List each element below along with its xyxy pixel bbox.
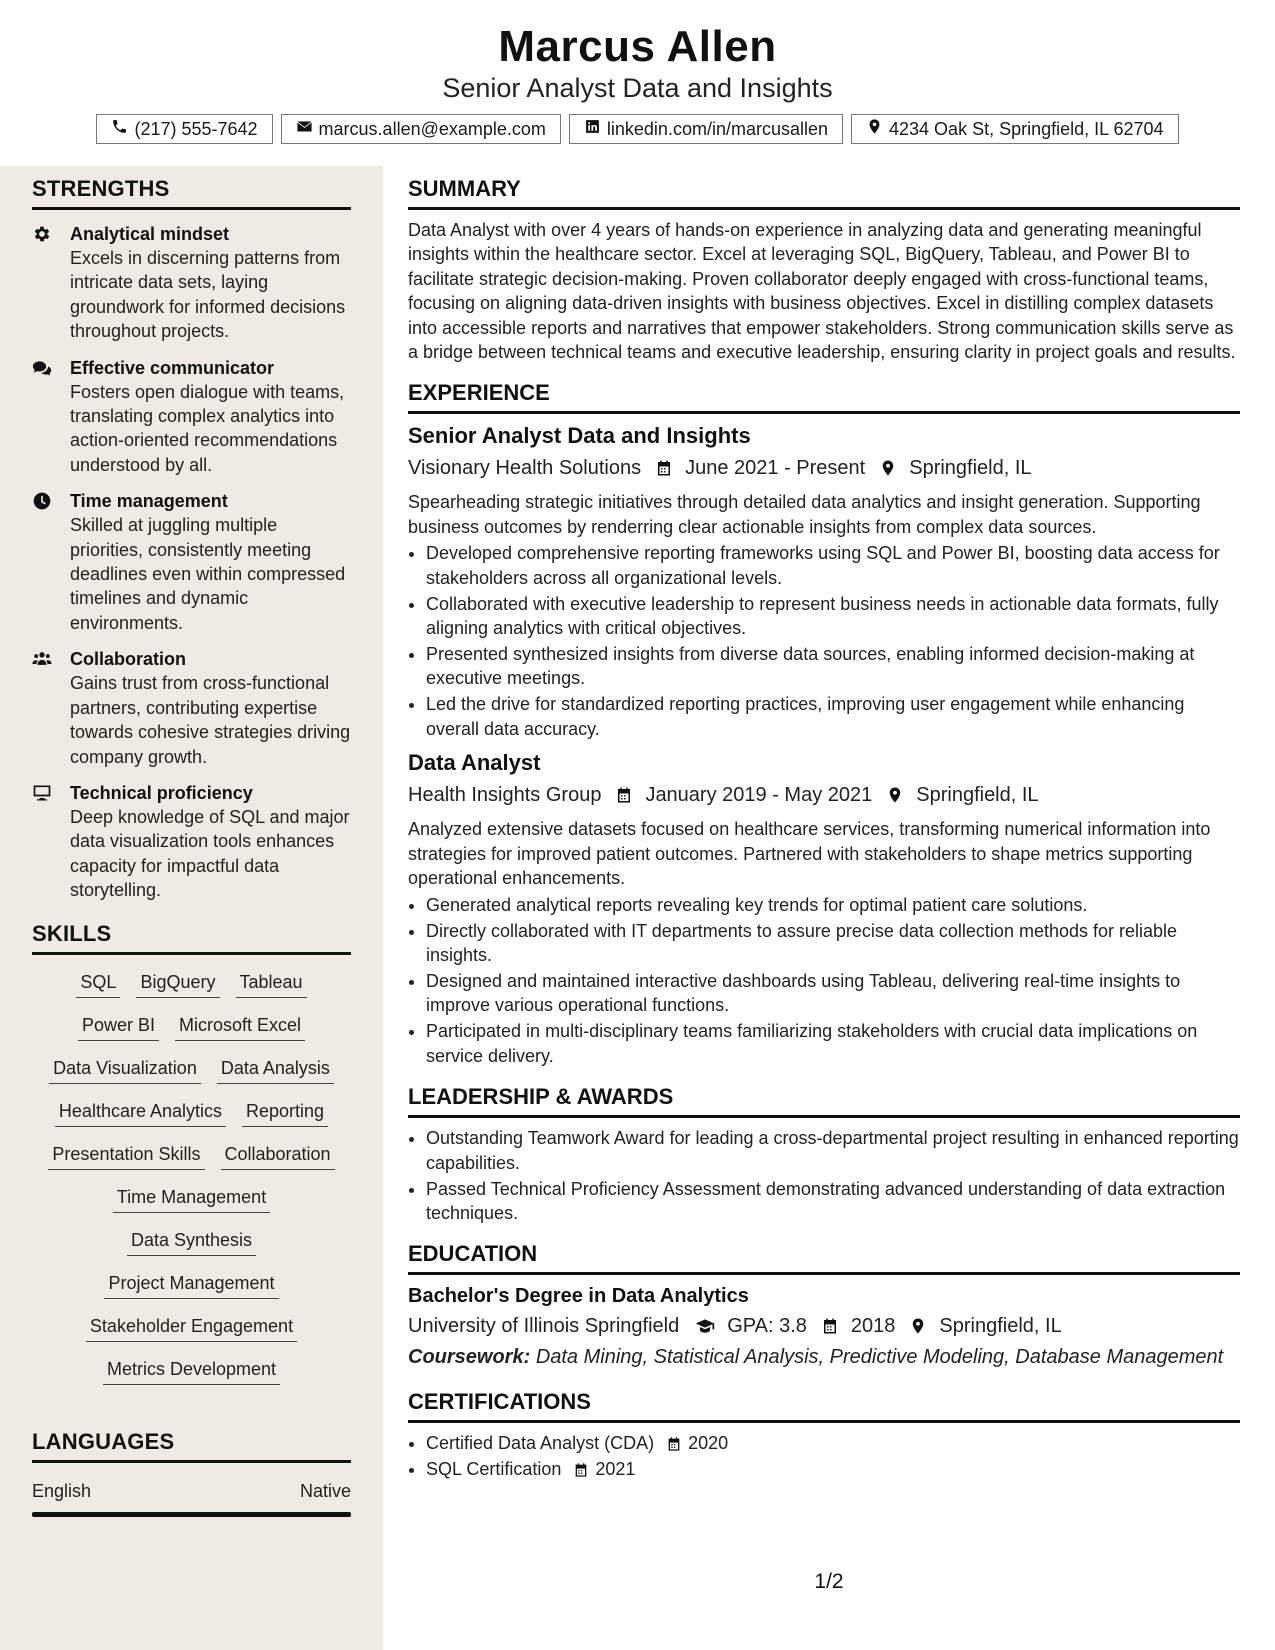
job-meta	[408, 781, 1240, 809]
strength-name: Effective communicator	[70, 357, 275, 378]
gear-icon	[32, 224, 54, 244]
school-location: Springfield, IL	[939, 1315, 1062, 1338]
experience-heading: EXPERIENCE	[408, 380, 1240, 414]
list-item: • Outstanding Teamwork Award for leading a cross-departmental project resulting in enhanced reporting capabilities.	[426, 1126, 1240, 1175]
list-item: • Presented synthesized insights from diverse data sources, enabling informed decision-making at executive meetings.	[426, 642, 1240, 691]
clock-icon	[32, 491, 54, 511]
strength-name: Technical proficiency	[70, 782, 253, 803]
gpa: GPA: 3.8	[727, 1315, 807, 1338]
leadership-heading: LEADERSHIP & AWARDS	[408, 1084, 1240, 1118]
skills-list	[32, 969, 351, 1385]
location-pin-icon	[909, 1316, 929, 1336]
linkedin-icon	[584, 118, 601, 140]
degree-title: Bachelor's Degree in Data Analytics	[408, 1285, 749, 1308]
coursework	[408, 1346, 1240, 1369]
cert-name: • SQL Certification	[426, 1459, 562, 1480]
strength-name: Analytical mindset	[70, 224, 230, 244]
page-number: 1/2	[814, 1570, 844, 1593]
skill-tag: Time Management	[113, 1184, 270, 1213]
cert-year: 2020	[688, 1433, 729, 1454]
calendar-icon	[655, 458, 675, 478]
language-name: English	[32, 1480, 92, 1501]
education-meta	[408, 1312, 1240, 1340]
list-item: • Passed Technical Proficiency Assessment demonstrating advanced understanding of data extraction techniques.	[426, 1177, 1240, 1226]
skill-tag: Stakeholder Engagement	[86, 1313, 297, 1342]
skill-tag: Microsoft Excel	[175, 1012, 305, 1041]
address-text: 4234 Oak St, Springfield, IL 62704	[889, 118, 1164, 139]
skill-tag: SQL	[76, 969, 120, 998]
list-item: • Directly collaborated with IT departments to assure precise data collection methods for reliable insights.	[426, 919, 1240, 968]
strength-desc: Gains trust from cross-functional partners, contributing expertise towards cohesive strategies driving company growth.	[70, 673, 351, 767]
skill-tag: Power BI	[78, 1012, 159, 1041]
strength-item	[32, 222, 351, 344]
phone-icon	[111, 118, 128, 140]
list-item: • Developed comprehensive reporting frameworks using SQL and Power BI, boosting data access for stakeholders across all organizational levels.	[426, 541, 1240, 590]
strength-name: Collaboration	[70, 649, 186, 670]
skills-heading: SKILLS	[32, 921, 351, 955]
envelope-icon	[296, 118, 313, 140]
skill-tag: Data Visualization	[49, 1055, 201, 1084]
job-summary: Spearheading strategic initiatives through detailed data analytics and insight generation. Supporting business outcomes by renderring clear actionable insights from complex data sources.	[408, 492, 1201, 537]
cert-name: • Certified Data Analyst (CDA)	[426, 1433, 655, 1454]
contact-linkedin[interactable]	[569, 114, 843, 144]
contact-row	[0, 114, 1275, 144]
job-dates: January 2019 - May 2021	[645, 784, 873, 807]
calendar-icon	[615, 785, 635, 805]
job-dates: June 2021 - Present	[685, 457, 866, 480]
strength-desc: Fosters open dialogue with teams, translating complex analytics into action-oriented recommendations understood by all.	[70, 381, 345, 475]
skill-tag: Tableau	[236, 969, 307, 998]
location-pin-icon	[879, 458, 899, 478]
company-name: Visionary Health Solutions	[408, 457, 642, 480]
linkedin-text: linkedin.com/in/marcusallen	[606, 118, 829, 139]
strength-item	[32, 356, 351, 478]
strengths-heading: STRENGTHS	[32, 176, 351, 210]
graduation-year: 2018	[850, 1315, 896, 1338]
skill-tag: Reporting	[242, 1098, 328, 1127]
list-item	[426, 1431, 1240, 1455]
summary-text: Data Analyst with over 4 years of hands-on experience in analyzing data and generating meaningful insights within the healthcare sector. Excel at leveraging SQL, BigQuery, Tableau, and Power BI to facilitate strategic decision-making. Proven collaborator deeply engaged with cross-functional teams, focusing on aligning data-driven insights with business objectives. Excel in distilling complex datasets into accessible reports and narratives that empower stakeholders. Strong communication skills serve as a bridge between technical teams and executive leadership, ensuring clarity in project goals and results.	[408, 220, 1236, 363]
language-level-bar	[32, 1512, 351, 1517]
certifications-heading: CERTIFICATIONS	[408, 1389, 1240, 1423]
candidate-name: Marcus Allen	[498, 22, 777, 71]
graduation-cap-icon	[693, 1316, 717, 1336]
education-heading: EDUCATION	[408, 1241, 1240, 1275]
list-item: • Designed and maintained interactive dashboards using Tableau, delivering real-time insights to improve various operational functions.	[426, 969, 1240, 1018]
job-entry	[408, 749, 1240, 1068]
skill-tag: Data Synthesis	[127, 1227, 256, 1256]
calendar-icon	[821, 1316, 841, 1336]
languages-heading: LANGUAGES	[32, 1429, 351, 1463]
school-name: University of Illinois Springfield	[408, 1315, 680, 1338]
users-icon	[32, 649, 54, 669]
strength-item	[32, 647, 351, 769]
skill-tag: Data Analysis	[217, 1055, 334, 1084]
language-level: Native	[299, 1480, 351, 1501]
language-row	[32, 1481, 351, 1502]
summary-heading: SUMMARY	[408, 176, 1240, 210]
job-entry	[408, 422, 1240, 741]
company-name: Health Insights Group	[408, 784, 602, 807]
leadership-list	[408, 1126, 1240, 1225]
job-bullets	[408, 541, 1240, 741]
candidate-title: Senior Analyst Data and Insights	[442, 73, 833, 103]
sidebar-content	[32, 166, 351, 1517]
certifications-list	[408, 1431, 1240, 1481]
chat-bubbles-icon	[32, 358, 54, 378]
phone-text: (217) 555-7642	[134, 118, 258, 139]
job-bullets	[408, 893, 1240, 1069]
list-item: • Generated analytical reports revealing key trends for optimal patient care solutions.	[426, 893, 1240, 917]
list-item	[426, 1457, 1240, 1481]
calendar-icon	[666, 1435, 684, 1453]
strength-desc: Deep knowledge of SQL and major data visualization tools enhances capacity for impactful data storytelling.	[70, 806, 350, 901]
strength-item	[32, 781, 351, 903]
location-pin-icon	[886, 785, 906, 805]
skill-tag: Project Management	[104, 1270, 278, 1299]
resume-header	[0, 0, 1275, 166]
list-item: • Participated in multi-disciplinary teams familiarizing stakeholders with crucial data implications on service delivery.	[426, 1019, 1240, 1068]
list-item: • Collaborated with executive leadership to represent business needs in actionable data formats, fully aligning analytics with critical objectives.	[426, 592, 1240, 641]
email-text: marcus.allen@example.com	[318, 118, 546, 139]
job-summary: Analyzed extensive datasets focused on healthcare services, transforming numerical information into strategies for improved patient outcomes. Partnered with stakeholders to shape metrics supporting operational enhancements.	[408, 819, 1211, 889]
strength-desc: Excels in discerning patterns from intricate data sets, laying groundwork for informed decisions throughout projects.	[70, 248, 346, 342]
job-location: Springfield, IL	[909, 457, 1032, 480]
coursework-list: Data Mining, Statistical Analysis, Predictive Modeling, Database Management	[535, 1346, 1224, 1369]
job-meta	[408, 454, 1240, 482]
skill-tag: Metrics Development	[103, 1356, 280, 1385]
job-title: Data Analyst	[408, 750, 541, 776]
skill-tag: Collaboration	[221, 1141, 335, 1170]
strength-item	[32, 489, 351, 635]
job-title: Senior Analyst Data and Insights	[408, 423, 751, 449]
skill-tag: BigQuery	[136, 969, 219, 998]
calendar-icon	[573, 1461, 591, 1479]
list-item: • Led the drive for standardized reporting practices, improving user engagement while enhancing overall data accuracy.	[426, 692, 1240, 741]
cert-year: 2021	[595, 1459, 636, 1480]
monitor-icon	[32, 783, 54, 803]
job-location: Springfield, IL	[916, 784, 1039, 807]
coursework-label: Coursework:	[408, 1346, 531, 1369]
strength-name: Time management	[70, 491, 228, 512]
contact-phone	[96, 114, 272, 144]
sidebar	[0, 166, 383, 1650]
strength-desc: Skilled at juggling multiple priorities, consistently meeting deadlines even within compressed timelines and dynamic environments.	[70, 515, 346, 633]
skill-tag: Healthcare Analytics	[55, 1098, 226, 1127]
contact-email[interactable]	[281, 114, 561, 144]
contact-address	[851, 114, 1179, 144]
main-content	[408, 166, 1240, 1483]
location-pin-icon	[866, 118, 883, 140]
skill-tag: Presentation Skills	[48, 1141, 204, 1170]
